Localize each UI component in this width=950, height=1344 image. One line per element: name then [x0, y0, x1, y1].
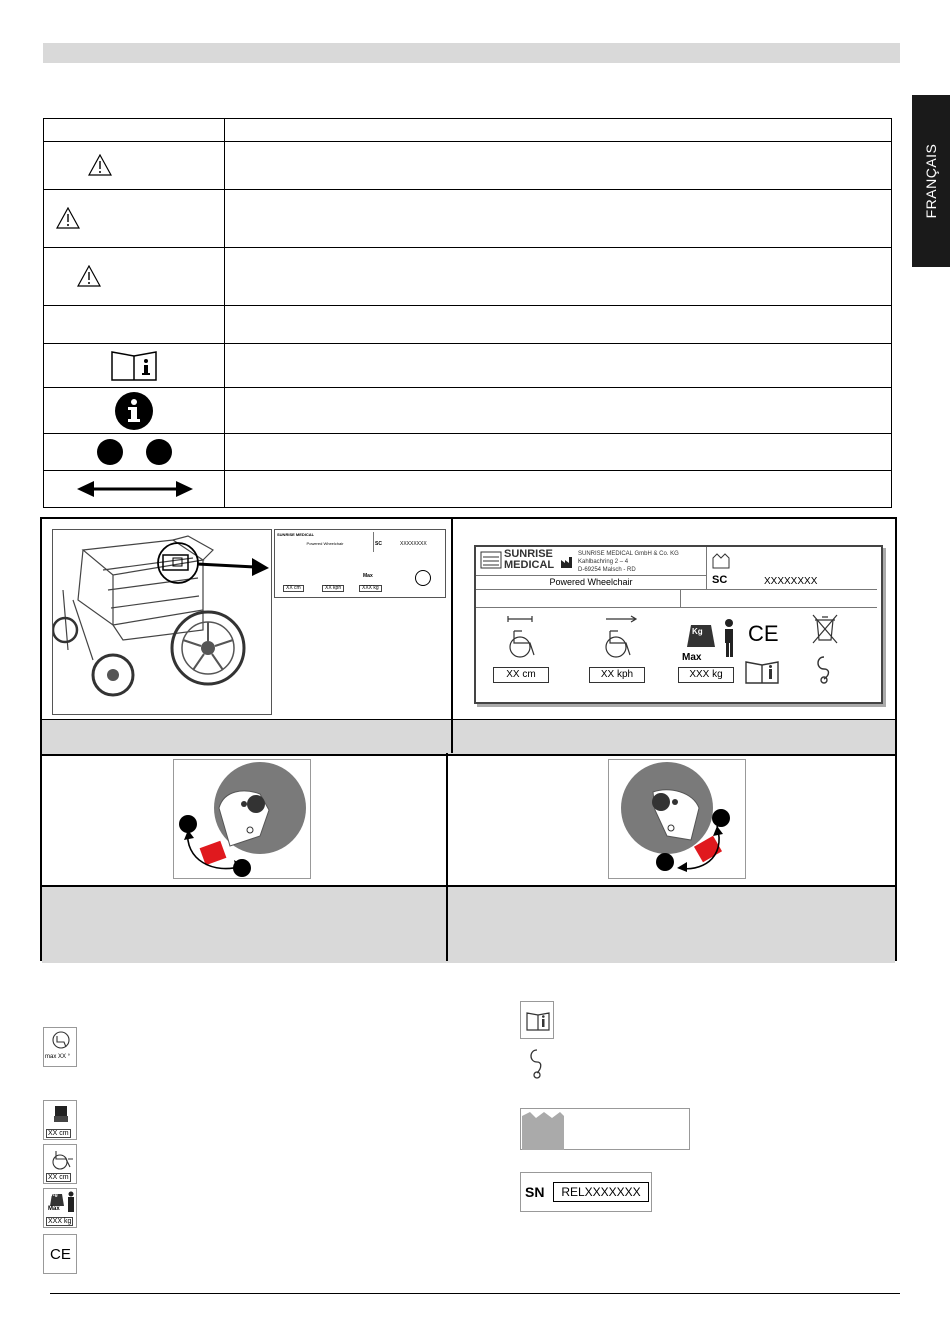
sunrise-logo-icon: [480, 551, 502, 569]
max-weight-kg: Kg: [51, 1192, 58, 1198]
lever-drawing-left: [173, 759, 311, 879]
plate-large-brand-1: SUNRISE: [504, 548, 553, 560]
serial-number-value: RELXXXXXXX: [553, 1182, 649, 1202]
plate-small-brand: SUNRISE MEDICAL: [277, 532, 315, 537]
footer-rule: [50, 1293, 900, 1294]
table-row-note: [43, 306, 892, 344]
table-header-row: [43, 118, 892, 142]
language-tab[interactable]: [912, 95, 950, 267]
plate-small-hook-icon: [415, 570, 431, 586]
lever-drawing-right: [608, 759, 746, 879]
manual-book-icon: [110, 349, 160, 383]
warning-triangle-icon: [56, 207, 80, 229]
overall-length-value: XX cm: [48, 1174, 69, 1181]
plate-large-speed: XX kph: [589, 667, 645, 683]
hook-icon: [814, 655, 836, 687]
table-row-info: [43, 388, 892, 434]
speed-wheelchair-icon: [596, 615, 644, 661]
id-plate-small: [274, 529, 446, 598]
info-icon: [114, 391, 154, 431]
serial-number-icon: [520, 1172, 652, 1212]
plate-small-sc: SC: [375, 541, 382, 547]
table-row-adjust: [43, 471, 892, 508]
plate-large-sc: SC: [712, 574, 728, 586]
max-slope-label: max: [45, 1054, 57, 1060]
max-slope-value: XX °: [58, 1054, 71, 1060]
table-row-danger: [43, 142, 892, 190]
manufacture-date-icon: [520, 1108, 690, 1150]
table-row-warning: [43, 190, 892, 248]
language-tab-label: FRANÇAIS: [923, 143, 939, 219]
max-slope-icon: [43, 1027, 77, 1067]
max-weight-legend-icon: [43, 1188, 77, 1228]
manual-legend-icon: [520, 1001, 554, 1039]
table-row-reference: [43, 434, 892, 471]
figure-panel: [40, 517, 897, 961]
caption-bar-levers: [42, 885, 895, 963]
reference-dots-icon: [95, 438, 175, 466]
hook-legend-icon: [528, 1048, 548, 1082]
id-plate-large: [474, 545, 883, 704]
max-weight-value: XXX kg: [48, 1218, 72, 1225]
plate-small-product: Powered Wheelchair: [306, 541, 344, 546]
serial-number-label: SN: [525, 1184, 545, 1200]
plate-small-speed: XX kph: [322, 585, 344, 592]
plate-large-address-3: D-69254 Malsch - RD: [578, 567, 636, 573]
plate-large-width: XX cm: [493, 667, 549, 683]
plate-small-max: Max: [363, 573, 373, 579]
symbols-table: [43, 118, 892, 508]
warning-triangle-icon: [77, 265, 101, 287]
warning-triangle-icon: [88, 154, 112, 176]
manufacturer-icon: [711, 551, 733, 569]
plate-large-address-1: SUNRISE MEDICAL GmbH & Co. KG: [578, 551, 679, 557]
plate-small-serial: XXXXXXXX: [400, 541, 427, 547]
double-arrow-icon: [76, 478, 194, 500]
plate-large-weight: XXX kg: [678, 667, 734, 683]
table-row-manual: [43, 344, 892, 388]
plate-large-serial: XXXXXXXX: [764, 576, 818, 587]
manual-book-icon: [744, 659, 780, 685]
plate-large-ce: CE: [748, 621, 779, 646]
plate-large-kg: Kg: [692, 627, 703, 636]
plate-large-product: Powered Wheelchair: [476, 575, 707, 590]
factory-icon: [560, 555, 576, 569]
plate-large-brand-2: MEDICAL: [504, 559, 555, 571]
width-wheelchair-icon: [500, 615, 544, 661]
table-row-caution: [43, 248, 892, 306]
ce-mark-text: CE: [50, 1246, 71, 1263]
caption-bar-plates: [42, 719, 895, 756]
lever-release-illustration: [609, 760, 745, 878]
ce-mark-icon: [43, 1234, 77, 1274]
plate-large-address-2: Kahlbachring 2 – 4: [578, 559, 629, 565]
pointer-arrow-icon: [197, 549, 272, 579]
plate-small-weight: XXX kg: [359, 585, 382, 592]
plate-large-max: Max: [682, 652, 702, 663]
weee-bin-icon: [811, 612, 839, 646]
seat-width-icon: [43, 1100, 77, 1140]
seat-width-value: XX cm: [48, 1130, 69, 1137]
lever-engage-illustration: [174, 760, 310, 878]
plate-small-width: XX cm: [283, 585, 304, 592]
max-weight-label: Max: [48, 1206, 60, 1212]
section-header-bar: [43, 43, 900, 63]
overall-length-icon: [43, 1144, 77, 1184]
